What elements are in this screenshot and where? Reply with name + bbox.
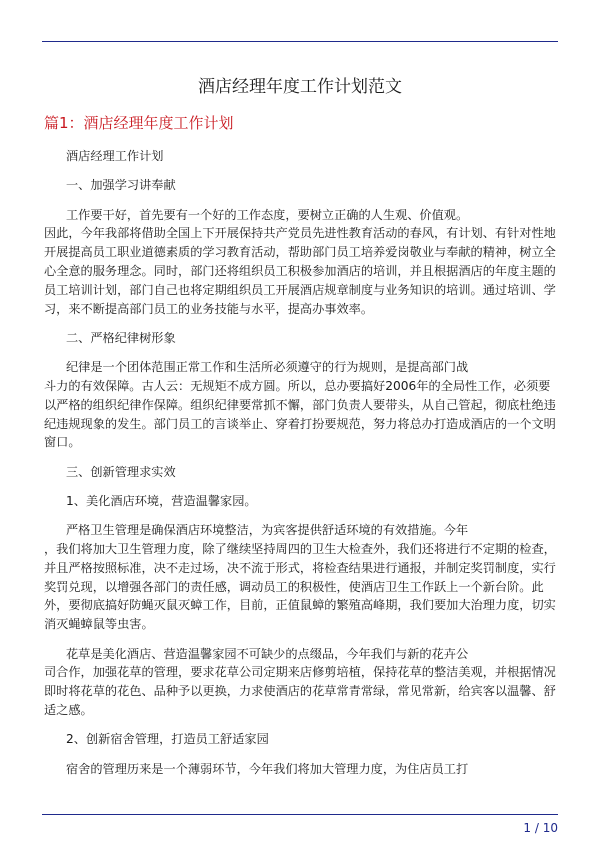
document-title: 酒店经理年度工作计划范文	[198, 77, 402, 97]
section-heading: 篇1：酒店经理年度工作计划	[44, 114, 234, 132]
paragraph-hygiene: ，我们将加大卫生管理力度，除了继续坚持周四的卫生大检查外，我们还将进行不定期的检查，并且严格按照标准，决不走过场，决不流于形式，将检查结果进行通报，并制定奖罚制度，实行奖罚兑现，以增强各部门的责任感，调动员工的积极性，使酒店卫生工作跃上一个新台阶。此外，要彻底搞好防蝇灭鼠灭蟑工作，目前，正值鼠蟑的繁殖高峰期，我们要加大治理力度，切实消灭蝇蟑鼠等虫害。	[44, 542, 556, 632]
paragraph-discipline: 斗力的有效保障。古人云：无规矩不成方圆。所以，总办要搞好2006年的全局性工作，必须要以严格的组织纪律作保障。组织纪律要常抓不懈，部门负责人要带头，从自己管起，彻底杜绝违纪违规现象的发生。部门员工的言谈举止、穿着打扮要规范，努力将总办打造成酒店的一个文明窗口。	[44, 378, 556, 450]
footer-rule	[42, 814, 558, 815]
paragraph-hygiene-intro: 严格卫生管理是确保酒店环境整洁，为宾客提供舒适环境的有效措施。今年	[66, 523, 469, 538]
heading-discipline: 二、严格纪律树形象	[66, 330, 176, 345]
paragraph-flowers: 司合作，加强花草的管理，要求花草公司定期来店修剪培植，保持花草的整洁美观，并根据情况即时将花草的花色、品种予以更换，力求使酒店的花草常青常绿，常见常新，给宾客以温馨、舒适之感。	[44, 665, 556, 717]
page-number: 1 / 10	[523, 821, 558, 835]
paragraph-dormitory: 宿舍的管理历来是一个薄弱环节，今年我们将加大管理力度，为住店员工打	[66, 761, 469, 776]
heading-learning: 一、加强学习讲奉献	[66, 178, 176, 193]
paragraph-flowers-intro: 花草是美化酒店、营造温馨家园不可缺少的点缀品，今年我们与新的花卉公	[66, 646, 469, 661]
paragraph-training: 因此，今年我部将借助全国上下开展保持共产党员先进性教育活动的春风，有计划、有针对性地开展提高员工职业道德素质的学习教育活动，帮助部门员工培养爱岗敬业与奉献的精神，树立全心全意的服务理念。同时，部门还将组织员工积极参加酒店的培训，并且根据酒店的年度主题的员工培训计划，部门自己也将定期组织员工开展酒店规章制度与业务知识的培训。通过培训、学习，来不断提高部门员工的业务技能与水平，提高办事效率。	[44, 226, 556, 316]
heading-dormitory: 2、创新宿舍管理，打造员工舒适家园	[66, 732, 269, 747]
paragraph-attitude: 工作要干好，首先要有一个好的工作态度，要树立正确的人生观、价值观。	[66, 207, 469, 222]
subtitle-paragraph: 酒店经理工作计划	[66, 149, 164, 163]
heading-environment: 1、美化酒店环境，营造温馨家园。	[66, 493, 257, 508]
document-body	[44, 147, 559, 789]
heading-innovation: 三、创新管理求实效	[66, 464, 176, 479]
paragraph-discipline-intro: 纪律是一个团体范围正常工作和生活所必须遵守的行为规则，是提高部门战	[66, 360, 469, 375]
header-rule	[42, 41, 558, 42]
